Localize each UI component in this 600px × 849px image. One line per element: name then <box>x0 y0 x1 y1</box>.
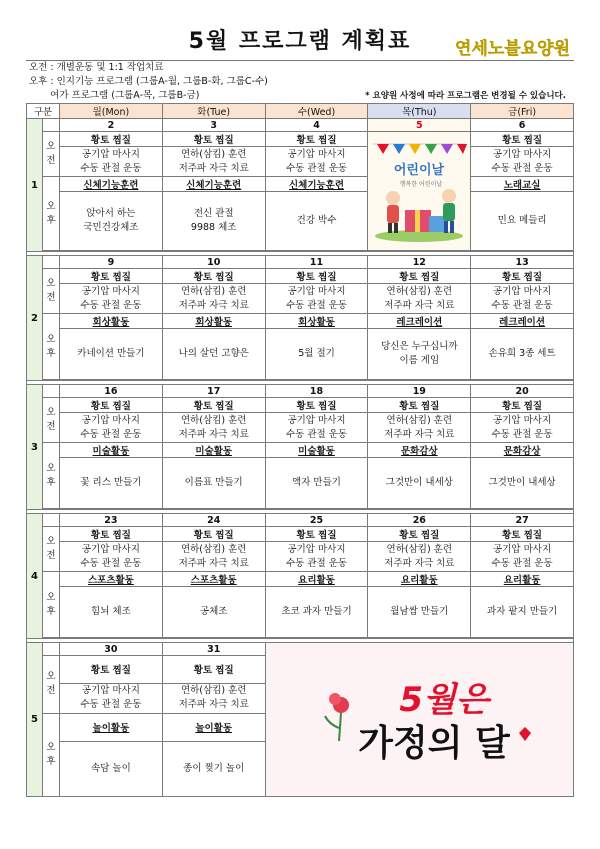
pm-activity-cell <box>60 192 163 251</box>
hwangto-cell: 황토 찜질 <box>162 269 265 284</box>
category-row <box>27 314 574 329</box>
category-cell <box>60 177 163 192</box>
category-label: 회상활동 <box>298 317 335 328</box>
hwangto-cell: 황토 찜질 <box>368 527 471 542</box>
pm-activity-cell <box>60 458 163 509</box>
date-cell: 9 <box>60 256 163 269</box>
category-cell <box>162 443 265 458</box>
am-activity-1: 연하(삼킴) 훈련 <box>386 543 453 555</box>
pm-activity-1: 공체조 <box>199 606 228 617</box>
category-row <box>27 443 574 458</box>
am-activity-2: 수동 관절 운동 <box>491 557 553 569</box>
am-activity-1: 공기압 마사지 <box>493 148 552 160</box>
pm-activity-cell <box>265 329 368 380</box>
am-activity-2: 저주파 자극 치료 <box>178 162 249 174</box>
hwangto-cell: 황토 찜질 <box>265 269 368 284</box>
category-label: 신체기능훈련 <box>83 180 139 191</box>
category-label: 미술활동 <box>92 446 130 457</box>
hwangto-cell: 황토 찜질 <box>162 656 265 684</box>
am-activity-cell <box>60 413 163 443</box>
category-label: 회상활동 <box>92 317 130 328</box>
svg-text:가정의 달: 가정의 달 <box>358 723 511 764</box>
am-activity-cell <box>471 147 574 177</box>
info-line-pm: 오후 : 인지기능 프로그램 (그룹A-월, 그룹B-화, 그룹C-수) <box>29 76 268 87</box>
category-label: 노래교실 <box>503 180 541 191</box>
hwangto-cell: 황토 찜질 <box>60 527 163 542</box>
pm-activity-cell <box>162 587 265 638</box>
category-row <box>27 177 574 192</box>
header-wed: 수(Wed) <box>265 104 368 119</box>
date-cell: 31 <box>162 643 265 656</box>
pm-activity-cell <box>162 458 265 509</box>
date-cell: 4 <box>265 119 368 132</box>
category-cell <box>265 443 368 458</box>
pm-label: 오 후 <box>43 713 60 796</box>
pm-activity-cell <box>471 329 574 380</box>
svg-text:5월은: 5월은 <box>399 680 489 720</box>
info-line-am: 오전 : 개별운동 및 1:1 작업치료 <box>29 62 164 73</box>
category-label: 놀이활동 <box>195 723 233 735</box>
pm-activity-1: 앉아서 하는 <box>86 208 136 219</box>
category-label: 스포츠활동 <box>87 575 134 586</box>
date-cell: 19 <box>368 385 471 398</box>
am-activity-1: 공기압 마사지 <box>81 148 140 160</box>
pm-row <box>27 458 574 509</box>
am-activity-2: 수동 관절 운동 <box>285 428 348 440</box>
program-sheet <box>26 20 574 797</box>
page-title: 5월 프로그램 계획표 <box>188 29 412 54</box>
am-activity-cell <box>265 284 368 314</box>
category-label: 놀이활동 <box>92 723 130 735</box>
pm-label: 오 후 <box>43 443 60 509</box>
pm-activity-1: 속담 놀이 <box>91 762 131 774</box>
date-cell: 25 <box>265 514 368 527</box>
pm-activity-1: 초코 과자 만들기 <box>281 606 352 617</box>
am-activity-1: 연하(삼킴) 훈련 <box>386 285 453 297</box>
category-cell <box>162 713 265 741</box>
poster-cell <box>265 643 573 797</box>
category-cell <box>162 314 265 329</box>
hwangto-row <box>27 269 574 284</box>
header-mon: 월(Mon) <box>60 104 163 119</box>
pm-activity-cell <box>60 329 163 380</box>
am-activity-1: 연하(삼킴) 훈련 <box>386 414 453 426</box>
category-row <box>27 572 574 587</box>
am-activity-1: 공기압 마사지 <box>493 285 552 297</box>
am-row <box>27 284 574 314</box>
pm-row <box>27 587 574 638</box>
pm-activity-cell <box>162 741 265 796</box>
hwangto-cell: 황토 찜질 <box>471 398 574 413</box>
am-activity-2: 수동 관절 운동 <box>491 162 553 174</box>
hwangto-cell: 황토 찜질 <box>60 269 163 284</box>
am-activity-1: 연하(삼킴) 훈련 <box>180 148 247 160</box>
pm-activity-1: 종이 찢기 놀이 <box>183 762 245 774</box>
program-info <box>26 61 574 103</box>
pm-label: 오 후 <box>43 177 60 251</box>
date-cell: 2 <box>60 119 163 132</box>
date-row <box>27 514 574 527</box>
category-cell <box>60 314 163 329</box>
category-cell <box>60 713 163 741</box>
am-activity-cell <box>60 683 163 713</box>
pm-activity-cell <box>368 329 471 380</box>
pm-label: 오 후 <box>43 572 60 638</box>
category-label: 레크레이션 <box>396 317 443 328</box>
category-cell <box>471 314 574 329</box>
date-cell: 17 <box>162 385 265 398</box>
am-activity-cell <box>368 284 471 314</box>
pm-row <box>27 192 574 251</box>
pm-activity-cell <box>471 458 574 509</box>
pm-activity-2: 이름 게임 <box>399 355 440 366</box>
hwangto-cell: 황토 찜질 <box>265 398 368 413</box>
category-label: 미술활동 <box>195 446 233 457</box>
pm-activity-cell <box>471 192 574 251</box>
org-name: 연세노블요양원 <box>455 39 570 59</box>
date-cell: 20 <box>471 385 574 398</box>
am-label: 오 전 <box>43 527 60 572</box>
date-cell: 23 <box>60 514 163 527</box>
weeks-body <box>27 119 574 797</box>
pm-activity-cell <box>60 587 163 638</box>
am-activity-cell <box>471 284 574 314</box>
hwangto-row <box>27 527 574 542</box>
pm-activity-cell <box>265 587 368 638</box>
hwangto-cell: 황토 찜질 <box>60 132 163 147</box>
date-cell: 26 <box>368 514 471 527</box>
am-activity-2: 저주파 자극 치료 <box>384 557 455 569</box>
am-activity-cell <box>162 147 265 177</box>
category-cell <box>471 443 574 458</box>
hwangto-row <box>27 398 574 413</box>
category-label: 요리활동 <box>400 575 438 586</box>
hwangto-cell: 황토 찜질 <box>162 398 265 413</box>
date-row <box>27 643 574 656</box>
pm-activity-1: 당신은 누구십니까 <box>381 341 458 352</box>
category-label: 문화감상 <box>503 446 541 457</box>
header-tue: 화(Tue) <box>162 104 265 119</box>
am-activity-cell <box>368 413 471 443</box>
pm-activity-1: 그것만이 내세상 <box>488 477 556 488</box>
category-cell <box>60 572 163 587</box>
am-activity-cell <box>162 542 265 572</box>
am-activity-2: 수동 관절 운동 <box>285 299 348 311</box>
am-activity-2: 저주파 자극 치료 <box>384 428 455 440</box>
am-activity-1: 공기압 마사지 <box>287 543 346 555</box>
hwangto-cell: 황토 찜질 <box>265 527 368 542</box>
header-gubun: 구분 <box>27 104 60 119</box>
am-activity-cell <box>60 147 163 177</box>
pm-activity-cell <box>471 587 574 638</box>
am-label: 오 전 <box>43 656 60 714</box>
am-activity-cell <box>60 284 163 314</box>
notice-text: * 요양원 사정에 따라 프로그램은 변경될 수 있습니다. <box>365 91 566 101</box>
hwangto-cell: 황토 찜질 <box>265 132 368 147</box>
pm-activity-1: 카네이션 만들기 <box>77 348 145 359</box>
date-row <box>27 256 574 269</box>
am-label: 오 전 <box>43 269 60 314</box>
am-label: 오 전 <box>43 398 60 443</box>
date-cell: 3 <box>162 119 265 132</box>
week-number: 4 <box>27 514 43 639</box>
am-activity-cell <box>162 683 265 713</box>
pm-activity-1: 나의 살던 고향은 <box>178 348 249 359</box>
category-cell <box>60 443 163 458</box>
date-cell: 16 <box>60 385 163 398</box>
category-label: 미술활동 <box>298 446 335 457</box>
am-activity-2: 저주파 자극 치료 <box>178 557 249 569</box>
am-activity-2: 수동 관절 운동 <box>80 557 142 569</box>
am-activity-1: 공기압 마사지 <box>493 414 552 426</box>
date-label-blank <box>43 385 60 398</box>
category-label: 문화감상 <box>400 446 438 457</box>
week-number: 3 <box>27 385 43 510</box>
am-activity-2: 수동 관절 운동 <box>80 699 142 711</box>
am-activity-2: 수동 관절 운동 <box>285 557 348 569</box>
pm-activity-1: 액자 만들기 <box>292 477 341 488</box>
category-cell <box>265 572 368 587</box>
am-activity-cell <box>265 147 368 177</box>
date-cell: 13 <box>471 256 574 269</box>
hwangto-cell: 황토 찜질 <box>368 269 471 284</box>
category-cell <box>162 572 265 587</box>
am-row <box>27 413 574 443</box>
am-activity-2: 저주파 자극 치료 <box>178 299 249 311</box>
pm-activity-1: 그것만이 내세상 <box>385 477 453 488</box>
title-row <box>26 20 574 61</box>
pm-activity-1: 민요 메들리 <box>497 215 547 226</box>
svg-text:어린이날: 어린이날 <box>394 162 445 178</box>
hwangto-cell: 황토 찜질 <box>471 527 574 542</box>
am-activity-cell <box>60 542 163 572</box>
header-fri: 금(Fri) <box>471 104 574 119</box>
category-cell <box>162 177 265 192</box>
date-cell: 18 <box>265 385 368 398</box>
pm-activity-1: 과자 팥지 만들기 <box>486 606 558 617</box>
date-label-blank <box>43 119 60 132</box>
category-cell <box>265 177 368 192</box>
hwangto-cell: 황토 찜질 <box>368 398 471 413</box>
am-activity-1: 연하(삼킴) 훈련 <box>180 685 247 697</box>
am-activity-2: 수동 관절 운동 <box>80 162 142 174</box>
am-activity-cell <box>471 542 574 572</box>
am-activity-1: 연하(삼킴) 훈련 <box>180 414 247 426</box>
am-activity-2: 저주파 자극 치료 <box>384 299 455 311</box>
hwangto-cell: 황토 찜질 <box>60 398 163 413</box>
am-activity-cell <box>471 413 574 443</box>
date-cell: 27 <box>471 514 574 527</box>
pm-activity-cell <box>265 192 368 251</box>
hwangto-cell: 황토 찜질 <box>60 656 163 684</box>
am-row <box>27 147 574 177</box>
date-row <box>27 385 574 398</box>
am-activity-2: 수동 관절 운동 <box>80 428 142 440</box>
date-cell: 6 <box>471 119 574 132</box>
am-activity-cell <box>265 413 368 443</box>
hwangto-cell: 황토 찜질 <box>162 132 265 147</box>
date-label-blank <box>43 514 60 527</box>
am-activity-1: 공기압 마사지 <box>81 414 140 426</box>
am-activity-1: 공기압 마사지 <box>493 543 552 555</box>
family-month-poster-icon <box>269 643 569 793</box>
info-line-leisure <box>26 89 574 103</box>
category-label: 요리활동 <box>298 575 335 586</box>
pm-activity-1: 월남쌈 만들기 <box>390 606 449 617</box>
svg-text:행복한 어린이날: 행복한 어린이날 <box>400 180 443 188</box>
category-label: 요리활동 <box>503 575 541 586</box>
header-thu: 목(Thu) <box>368 104 471 119</box>
am-activity-1: 연하(삼킴) 훈련 <box>180 543 247 555</box>
category-cell <box>368 314 471 329</box>
category-cell <box>265 314 368 329</box>
category-cell <box>368 572 471 587</box>
date-row <box>27 119 574 132</box>
pm-activity-cell <box>368 587 471 638</box>
pm-label: 오 후 <box>43 314 60 380</box>
category-label: 스포츠활동 <box>190 575 237 586</box>
week-number: 2 <box>27 256 43 381</box>
pm-activity-1: 이름표 만들기 <box>184 477 243 488</box>
am-activity-1: 공기압 마사지 <box>81 685 140 697</box>
category-label: 레크레이션 <box>499 317 546 328</box>
am-label: 오 전 <box>43 132 60 177</box>
week-number: 1 <box>27 119 43 252</box>
am-activity-2: 수동 관절 운동 <box>80 299 142 311</box>
pm-activity-1: 건강 박수 <box>296 215 337 226</box>
pm-activity-cell <box>162 329 265 380</box>
hwangto-cell: 황토 찜질 <box>471 132 574 147</box>
am-activity-1: 공기압 마사지 <box>81 543 140 555</box>
date-label-blank <box>43 256 60 269</box>
category-cell <box>368 443 471 458</box>
date-cell: 5 <box>368 119 471 132</box>
date-cell: 10 <box>162 256 265 269</box>
pm-activity-cell <box>60 741 163 796</box>
pm-activity-cell <box>265 458 368 509</box>
am-row <box>27 542 574 572</box>
childrens-day-icon <box>369 136 469 244</box>
am-activity-cell <box>162 413 265 443</box>
date-label-blank <box>43 643 60 656</box>
pm-activity-1: 전신 관절 <box>193 208 234 219</box>
am-activity-1: 공기압 마사지 <box>287 414 346 426</box>
am-activity-1: 공기압 마사지 <box>287 285 346 297</box>
pm-activity-2: 9988 체조 <box>190 222 237 233</box>
header-row <box>27 104 574 119</box>
am-activity-2: 수동 관절 운동 <box>491 299 553 311</box>
hwangto-cell: 황토 찜질 <box>162 527 265 542</box>
pm-activity-2: 국민건강체조 <box>83 222 139 233</box>
date-cell: 11 <box>265 256 368 269</box>
childrens-day-cell <box>368 132 471 251</box>
pm-activity-cell <box>368 458 471 509</box>
category-label: 회상활동 <box>195 317 233 328</box>
am-activity-1: 공기압 마사지 <box>287 148 346 160</box>
week-end-cell <box>43 796 266 797</box>
date-cell: 12 <box>368 256 471 269</box>
hwangto-row <box>27 132 574 147</box>
am-activity-2: 수동 관절 운동 <box>285 162 348 174</box>
info-line-leisure-text: 여가 프로그램 (그룹A-목, 그룹B-금) <box>29 90 200 101</box>
category-label: 신체기능훈련 <box>186 180 242 191</box>
hwangto-cell: 황토 찜질 <box>471 269 574 284</box>
pm-row <box>27 329 574 380</box>
am-activity-2: 수동 관절 운동 <box>491 428 553 440</box>
am-activity-cell <box>162 284 265 314</box>
am-activity-2: 저주파 자극 치료 <box>178 428 249 440</box>
date-cell: 24 <box>162 514 265 527</box>
am-activity-2: 저주파 자극 치료 <box>178 699 249 711</box>
pm-activity-1: 꽃 리스 만들기 <box>80 477 142 488</box>
pm-activity-1: 5월 절기 <box>298 348 335 359</box>
am-activity-cell <box>368 542 471 572</box>
week-number: 5 <box>27 643 43 797</box>
category-cell <box>471 572 574 587</box>
category-label: 신체기능훈련 <box>288 180 345 191</box>
pm-activity-cell <box>162 192 265 251</box>
pm-activity-1: 힘뇌 체조 <box>91 606 131 617</box>
schedule-table <box>26 103 574 797</box>
am-activity-1: 공기압 마사지 <box>81 285 140 297</box>
am-activity-cell <box>265 542 368 572</box>
am-activity-1: 연하(삼킴) 훈련 <box>180 285 247 297</box>
category-cell <box>471 177 574 192</box>
pm-activity-1: 손유희 3종 세트 <box>488 348 556 359</box>
date-cell: 30 <box>60 643 163 656</box>
